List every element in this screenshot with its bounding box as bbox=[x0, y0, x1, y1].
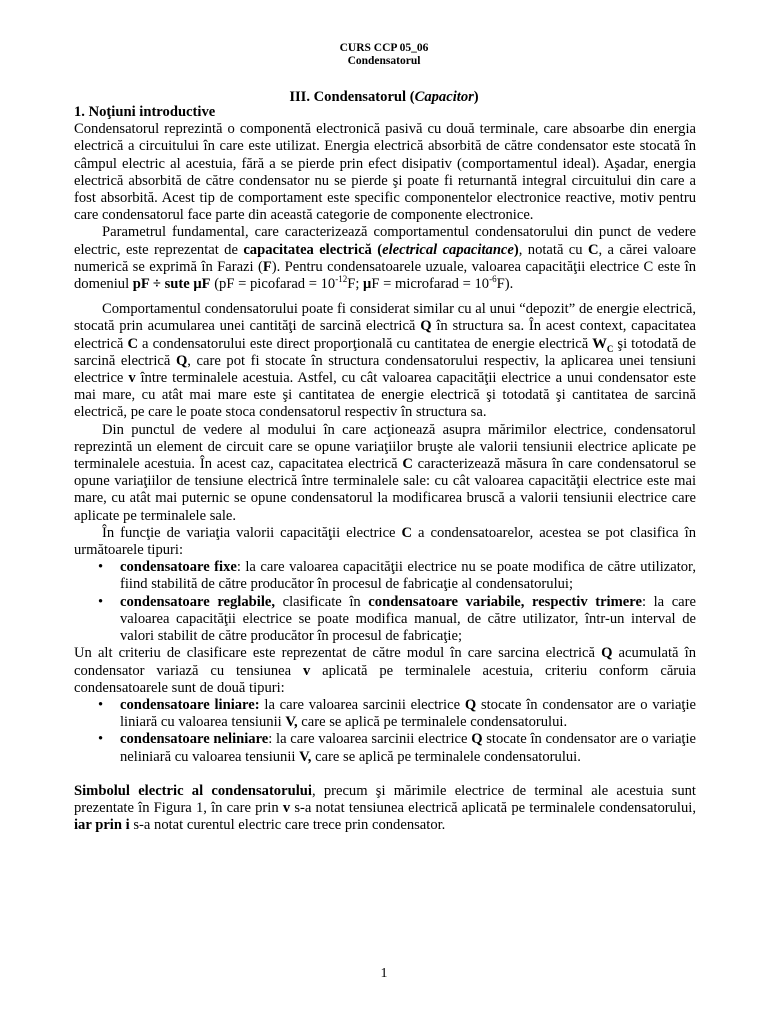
list-item: • condensatoare reglabile, clasificate în condensatoare variabile, respectiv trimere: la care valoarea capacităţii electrice se poate modifica manual, de către utilizator, într-un interval de valori stabilit de către producător în procesul de fabricaţie; bbox=[98, 593, 696, 645]
section-heading: 1. Noţiuni introductive bbox=[74, 104, 216, 120]
capacitor-type-list bbox=[74, 559, 696, 645]
bullet-icon: • bbox=[98, 559, 104, 576]
topic-header: Condensatorul bbox=[347, 55, 421, 67]
page-number: 1 bbox=[380, 966, 388, 981]
bullet-icon: • bbox=[98, 593, 104, 610]
chapter-title: III. Condensatorul (Capacitor) bbox=[289, 89, 479, 105]
bullet-icon: • bbox=[98, 696, 104, 713]
list-item: • condensatoare fixe: la care valoarea capacităţii electrice nu se poate modifica de către utilizator, fiind stabilită de către producător în procesul de fabricaţie al condensatorului; bbox=[98, 559, 696, 593]
paragraph-symbol: Simbolul electric al condensatorului, precum şi mărimile electrice de terminal ale acestuia sunt prezentate în Figura 1, în care prin v s-a notat tensiunea electrică aplicată pe terminalele condensatorului, iar prin i s-a notat curentul electric care trece prin condensator. bbox=[74, 782, 696, 834]
list-item: • condensatoare liniare: la care valoarea sarcinii electrice Q stocate în condensator are o variaţie liniară cu valoarea tensiunii V, care se aplică pe terminalele condensatorului. bbox=[98, 696, 697, 731]
paragraph-intro: Condensatorul reprezintă o componentă electronică pasivă cu două terminale, care absoarbe din energia electrică a circuitului în care este utilizat. Energia electrică absorbită de către condensator este stocată în câmpul electric al acestuia, fără a se pierde prin efect disipativ (comportamentul ideal). Aşadar, energia electrică absorbită de către condensator nu se pierde şi poate fi returnantă integral circuitului din care a fost absorbită. Acest tip de comportament este specific componentelor electronice reactive, motiv pentru care condensatorul face parte din această categorie de componente electronice. bbox=[74, 121, 696, 224]
paragraph-energy-storage: Comportamentul condensatorului poate fi considerat similar cu al unui “depozit” de energie electrică, stocată prin acumularea unei cantităţi de sarcină electrică Q în structura sa. În acest context, capacitatea electrică C a condensatorului este direct proporţională cu cantitatea de energie electrică $W_C$ şi totodată de sarcină electrică Q, care pot fi stocate în structura condensatorului respectiv, la aplicarea unei tensiuni electrice v între terminalele acestuia. Astfel, cu cât valoarea capacităţii electrice a unui condensator este mai mare, cu atât mai mare este şi cantitatea de energie electrică şi totodată şi cantitatea de sarcină electrică, pe care le poate stoca condensatorul respectiv în structura sa. bbox=[74, 301, 697, 421]
paragraph-voltage-behavior: Din punctul de vedere al modului în care acţionează asupra mărimilor electrice, condensatorul reprezintă un element de circuit care se opune variaţiilor bruşte ale valorii tensiunii electrice aplicate pe terminalele acestuia. În acest caz, capacitatea electrică C caracterizează măsura în care condensatorul se opune variaţiilor de tensiune electrică între terminalele sale: cu cât valoarea capacităţii electrice este mai mare, cu atât mai puternic se opune condensatorul la modificarea bruscă a valorii tensiunii electrice care aplicate pe terminalele sale. bbox=[74, 421, 696, 524]
list-item: • condensatoare neliniare: la care valoarea sarcinii electrice Q stocate în condensator are o variaţie neliniară cu valoarea tensiunii V, care se aplică pe terminalele condensatorului. bbox=[98, 731, 697, 765]
paragraph-classification: În funcţie de variaţia valorii capacităţii electrice C a condensatoarelor, acestea se pot clasifica în următoarele tipuri: bbox=[74, 524, 696, 559]
document-body bbox=[74, 104, 696, 834]
linearity-type-list bbox=[74, 697, 696, 766]
course-code-header: CURS CCP 05_06 bbox=[339, 42, 429, 54]
paragraph-charge-criterion: Un alt criteriu de clasificare este reprezentat de către modul în care sarcina electrică Q acumulată în condensator variază cu tensiunea v aplicată pe terminalele acestuia, criteriu conform căruia condensatoarele sunt de două tipuri: bbox=[74, 645, 696, 696]
bullet-icon: • bbox=[98, 731, 104, 748]
paragraph-capacitance: Parametrul fundamental, care caracterizează comportamentul condensatorului din punct de vedere electric, este reprezentat de capacitatea electrică (electrical capacitance), notată cu C, a cărei valoare numerică se exprimă în Farazi (F). Pentru condensatoarele uzuale, valoarea capacităţii electrice C este în domeniul pF ÷ sute μF (pF = picofarad = $10^{-12}F$; μF = microfarad = $10^{-6}F$). bbox=[74, 224, 697, 293]
